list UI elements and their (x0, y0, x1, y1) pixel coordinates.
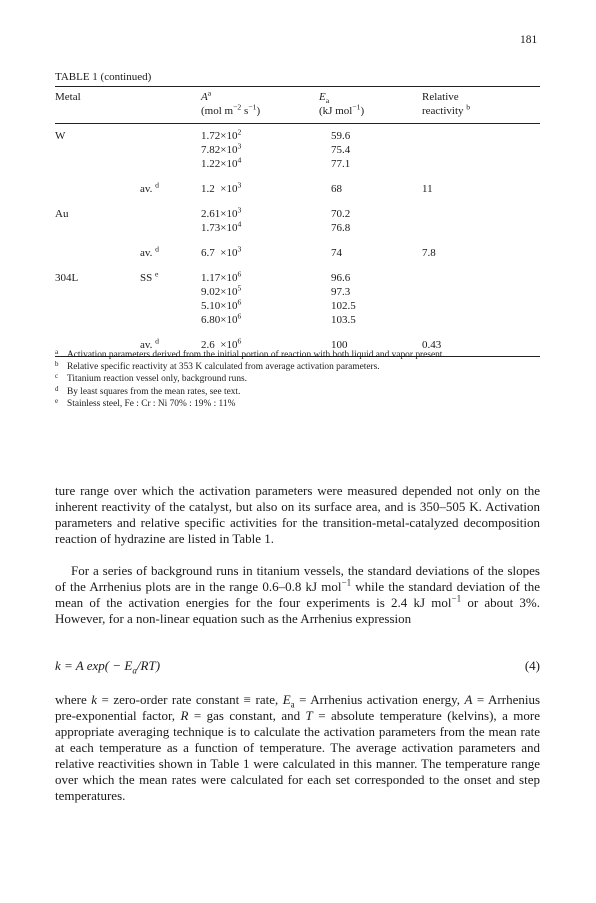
header-reactivity: reactivity $^b$ (422, 102, 471, 117)
footnote: b Relative specific reactivity at 353 K calculated from average activation parameters. (55, 360, 380, 373)
table-row (55, 285, 540, 299)
activation-table (55, 86, 540, 357)
cell-sub: av. $^d$ (140, 180, 160, 195)
cell-sub (140, 313, 201, 327)
cell-metal (55, 171, 140, 207)
cell-metal (55, 285, 140, 299)
cell-sub (140, 157, 201, 171)
cell-metal: Au (55, 208, 69, 220)
table-row (55, 299, 540, 313)
paragraph-2: For a series of background runs in titanium vessels, the standard deviations of the slopes of the Arrhenius plots are in the range 0.6–0.8 kJ mol$^{-1}$ while the standard deviation of the mean of the activation energies for the four experiments is 2.4 kJ mol$^{-1}$ or about 3%. However, for a non-linear equation such as the Arrhenius expression (55, 563, 541, 626)
table-caption: TABLE 1 (continued) (55, 71, 152, 83)
cell-ea: 103.5 (331, 314, 356, 326)
cell-ea: 59.6 (331, 130, 351, 142)
cell-ea: 75.4 (331, 144, 351, 156)
cell-a: $2.6 \times 10^6$ (201, 327, 319, 357)
cell-metal (55, 313, 140, 327)
cell-a: $1.2 \times 10^3$ (201, 180, 242, 195)
table-row (55, 271, 540, 285)
cell-ea: 102.5 (331, 300, 356, 312)
page-number: 181 (520, 34, 538, 46)
paragraph-1: ture range over which the activation parameters were measured depended not only on the inherent reactivity of the catalyst, but also on its surface area, and is 350–505 K. Activation parameters and relative specific activities for the transition-metal-catalyzed decomposition reaction of hydrazine are listed in Table 1. (55, 483, 540, 546)
cell-a: $1.73\times 10^4$ (201, 219, 242, 234)
cell-sub: av. $^d$ (140, 327, 201, 357)
cell-a: $1.17\times 10^6$ (201, 269, 242, 284)
cell-sub (140, 207, 201, 221)
cell-ea: 70.2 (331, 208, 351, 220)
cell-ea: 97.3 (331, 286, 351, 298)
cell-sub (140, 299, 201, 313)
cell-metal (55, 299, 140, 313)
header-a-units: (mol $m^{-2}$ $s^{-1}$) (201, 102, 261, 117)
cell-relative (422, 271, 540, 285)
cell-relative (422, 207, 540, 221)
table-footnotes (55, 349, 540, 410)
header-a: $A^a$ (201, 88, 212, 103)
header-ea-units: (kJ mol$^{-1}$) (319, 102, 365, 117)
cell-relative (422, 313, 540, 327)
footnote: e Stainless steel, Fe : Cr : Ni 70% : 19% : 11% (55, 396, 236, 409)
cell-metal: W (55, 130, 66, 142)
cell-a: $2.61\times 10^3$ (201, 205, 242, 220)
cell-relative (422, 143, 540, 157)
footnote: c Titanium reaction vessel only, background runs. (55, 372, 248, 385)
cell-relative: 0.43 (422, 327, 540, 357)
table-row (55, 207, 540, 221)
cell-relative: 11 (422, 183, 433, 195)
cell-a: $1.72\times 10^2$ (201, 127, 242, 142)
equation-4: k = A $\exp( - E_a/RT)$ (4) (55, 658, 540, 676)
cell-metal (55, 221, 140, 235)
table-row (55, 124, 540, 144)
cell-relative (422, 285, 540, 299)
cell-relative (422, 157, 540, 171)
table-row (55, 313, 540, 327)
cell-a: $7.82\times 10^3$ (201, 141, 242, 156)
cell-ea: 100 (319, 327, 422, 357)
cell-metal: 304L (55, 272, 79, 284)
cell-a: $6.7 \times 10^3$ (201, 244, 242, 259)
table-row (55, 171, 540, 207)
table-row (55, 157, 540, 171)
table-row (55, 235, 540, 271)
cell-a: $1.22\times 10^4$ (201, 155, 242, 170)
cell-ea: 76.8 (331, 222, 351, 234)
cell-relative (422, 124, 540, 144)
cell-sub (140, 143, 201, 157)
header-metal: Metal (55, 91, 81, 103)
cell-relative: 7.8 (422, 247, 436, 259)
table-row (55, 143, 540, 157)
cell-sub: av. $^d$ (140, 244, 160, 259)
header-relative: Relative (422, 91, 459, 103)
cell-ea: 68 (331, 183, 342, 195)
cell-relative (422, 299, 540, 313)
cell-ea: 96.6 (331, 272, 351, 284)
cell-metal (55, 157, 140, 171)
cell-ea: 77.1 (331, 158, 351, 170)
equation-number: (4) (524, 658, 540, 673)
table-row (55, 221, 540, 235)
cell-metal (55, 235, 140, 271)
cell-a: $6.80\times 10^6$ (201, 311, 242, 326)
footnote: a Activation parameters derived from the initial portion of reaction with both liquid and vapor present. (55, 348, 445, 360)
cell-relative (422, 221, 540, 235)
cell-a: $5.10\times 10^6$ (201, 297, 242, 312)
footnote: d By least squares from the mean rates, see text. (55, 384, 241, 397)
paragraph-3: where k = zero-order rate constant ≡ rate, $E_a$ = Arrhenius activation energy, A = Arrhenius pre-exponential factor, R = gas constant, and T = absolute temperature (kelvins), a more appropriate averaging technique is to calculate the activation parameters from the mean rate at each temperature as a function of temperature. The average activation parameters and relative reactivities shown in Table 1 were calculated in this manner. The temperature range over which the mean rates were calculated for each set corresponded to the onset and step temperatures. (55, 692, 541, 803)
cell-sub (140, 124, 201, 144)
cell-metal (55, 143, 140, 157)
cell-a: $9.02\times 10^5$ (201, 283, 242, 298)
cell-sub (140, 221, 201, 235)
cell-ea: 74 (331, 247, 342, 259)
cell-sub: SS $^e$ (140, 269, 159, 284)
cell-sub (140, 285, 201, 299)
header-ea: $E_a$ (319, 91, 330, 106)
